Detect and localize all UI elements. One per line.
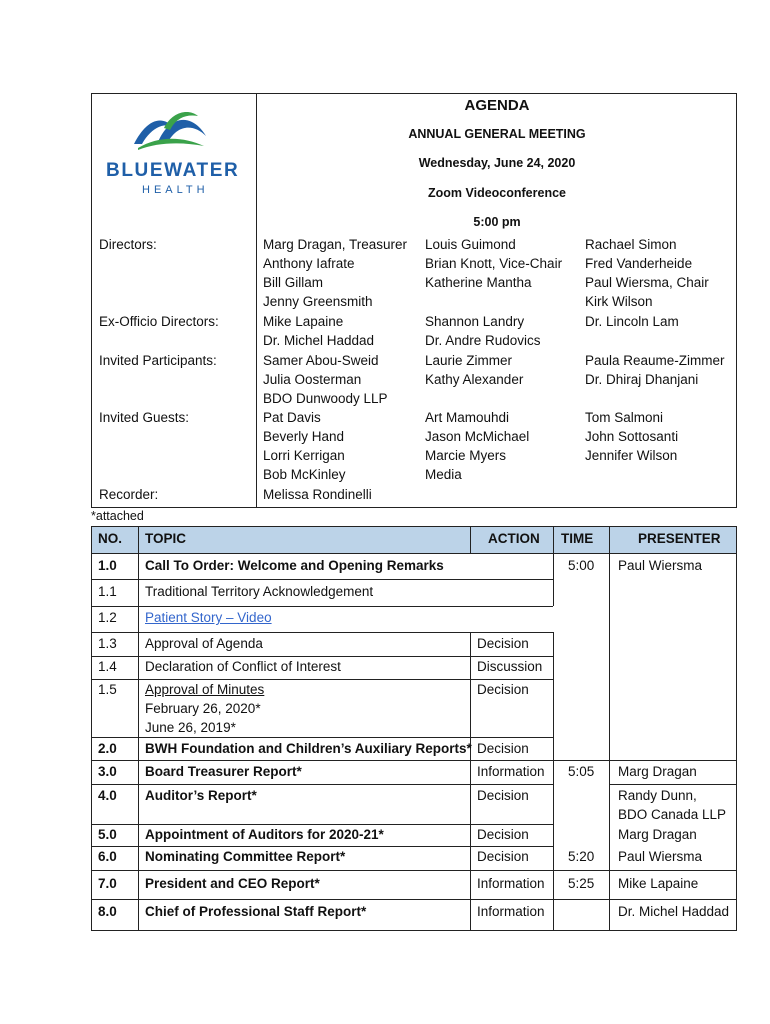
ex-officio-name: Mike Lapaine [263,314,344,329]
item-presenter: Mike Lapaine [618,876,699,891]
item-action: Information [477,876,545,891]
item-presenter: Paul Wiersma [618,558,703,573]
col-header-no: NO. [98,531,123,546]
item-topic: Appointment of Auditors for 2020-21* [145,827,384,842]
item-action: Decision [477,788,529,803]
divider [91,784,553,785]
invited-participants-label: Invited Participants: [99,353,217,368]
item-action: Decision [477,827,529,842]
col-header-topic: TOPIC [145,531,187,546]
item-action: Decision [477,849,529,864]
director-name: Louis Guimond [425,237,516,252]
ex-officio-name: Dr. Andre Rudovics [425,333,541,348]
col-header-presenter: PRESENTER [638,531,721,546]
meeting-venue: Zoom Videoconference [428,186,566,200]
guest-name: Media [425,467,462,482]
item-number: 1.5 [98,682,117,697]
director-name: Jenny Greensmith [263,294,373,309]
participant-name: Kathy Alexander [425,372,524,387]
guest-name: Lorri Kerrigan [263,448,345,463]
divider [91,606,553,607]
participant-name: Julia Oosterman [263,372,362,387]
wave-leaf-icon [128,106,212,152]
item-topic: Auditor’s Report* [145,788,257,803]
item-number: 1.2 [98,610,117,625]
item-topic: Call To Order: Welcome and Opening Remarks [145,558,444,573]
divider [91,553,737,554]
item-number: 5.0 [98,827,117,842]
divider [609,784,737,785]
item-action: Decision [477,682,529,697]
item-presenter: Marg Dragan [618,764,697,779]
meeting-time: 5:00 pm [473,215,521,229]
item-action: Information [477,764,545,779]
item-number: 3.0 [98,764,117,779]
meeting-name: ANNUAL GENERAL MEETING [408,127,586,141]
logo-subtext: HEALTH [142,184,209,196]
approval-of-minutes-link[interactable]: Approval of Minutes [145,682,265,697]
guest-name: Bob McKinley [263,467,346,482]
attached-note: *attached [91,509,144,523]
director-name: Marg Dragan, Treasurer [263,237,408,252]
item-presenter: BDO Canada LLP [618,807,727,822]
director-name: Fred Vanderheide [585,256,693,271]
item-number: 8.0 [98,904,117,919]
item-presenter: Randy Dunn, [618,788,697,803]
item-time: 5:25 [568,876,595,891]
director-name: Katherine Mantha [425,275,532,290]
participant-name: Samer Abou-Sweid [263,353,379,368]
guest-name: Marcie Myers [425,448,507,463]
director-name: Kirk Wilson [585,294,653,309]
item-time: 5:05 [568,764,595,779]
item-number: 7.0 [98,876,117,891]
item-time: 5:00 [568,558,595,573]
participant-name: Paula Reaume-Zimmer [585,353,725,368]
item-action: Discussion [477,659,543,674]
ex-officio-name: Shannon Landry [425,314,525,329]
item-topic: President and CEO Report* [145,876,320,891]
divider [553,526,554,606]
divider [91,899,737,900]
ex-officio-label: Ex-Officio Directors: [99,314,219,329]
item-number: 2.0 [98,741,117,756]
recorder-label: Recorder: [99,487,159,502]
divider [91,632,553,633]
item-topic: Chief of Professional Staff Report* [145,904,367,919]
item-number: 1.1 [98,584,117,599]
director-name: Rachael Simon [585,237,677,252]
guest-name: Jennifer Wilson [585,448,678,463]
participant-name: BDO Dunwoody LLP [263,391,388,406]
item-topic: Nominating Committee Report* [145,849,346,864]
director-name: Anthony Iafrate [263,256,355,271]
director-name: Brian Knott, Vice-Chair [425,256,563,271]
guest-name: Pat Davis [263,410,321,425]
meeting-date: Wednesday, June 24, 2020 [418,156,576,170]
divider [553,632,554,931]
guest-name: John Sottosanti [585,429,679,444]
item-topic: Board Treasurer Report* [145,764,302,779]
ex-officio-name: Dr. Michel Haddad [263,333,375,348]
item-number: 1.4 [98,659,117,674]
participant-name: Dr. Dhiraj Dhanjani [585,372,699,387]
item-topic: Approval of Agenda [145,636,263,651]
divider [470,526,471,554]
item-action: Decision [477,636,529,651]
divider [91,737,553,738]
item-number: 4.0 [98,788,117,803]
guest-name: Beverly Hand [263,429,345,444]
divider [91,870,737,871]
guest-name: Tom Salmoni [585,410,664,425]
col-header-action: ACTION [488,531,540,546]
item-action: Decision [477,741,529,756]
item-number: 1.0 [98,558,117,573]
guest-name: Jason McMichael [425,429,530,444]
logo-wordmark: BLUEWATER [106,160,240,181]
divider [470,632,471,931]
item-topic: Traditional Territory Acknowledgement [145,584,374,599]
participant-name: Laurie Zimmer [425,353,513,368]
item-action: Information [477,904,545,919]
patient-story-video-link[interactable]: Patient Story – Video [145,610,272,625]
item-presenter: Dr. Michel Haddad [618,904,730,919]
ex-officio-name: Dr. Lincoln Lam [585,314,679,329]
directors-label: Directors: [99,237,157,252]
minutes-date: February 26, 2020* [145,701,261,716]
item-number: 1.3 [98,636,117,651]
guest-name: Art Mamouhdi [425,410,510,425]
item-presenter: Paul Wiersma [618,849,703,864]
item-time: 5:20 [568,849,595,864]
agenda-title: AGENDA [464,97,530,114]
director-name: Paul Wiersma, Chair [585,275,709,290]
director-name: Bill Gillam [263,275,324,290]
item-topic: Declaration of Conflict of Interest [145,659,341,674]
item-number: 6.0 [98,849,117,864]
col-header-time: TIME [561,531,594,546]
invited-guests-label: Invited Guests: [99,410,190,425]
divider [91,760,737,761]
divider [91,579,553,580]
item-presenter: Marg Dragan [618,827,697,842]
recorder-name: Melissa Rondinelli [263,487,372,502]
minutes-date: June 26, 2019* [145,720,236,735]
item-topic: BWH Foundation and Children’s Auxiliary Reports* [145,741,472,756]
